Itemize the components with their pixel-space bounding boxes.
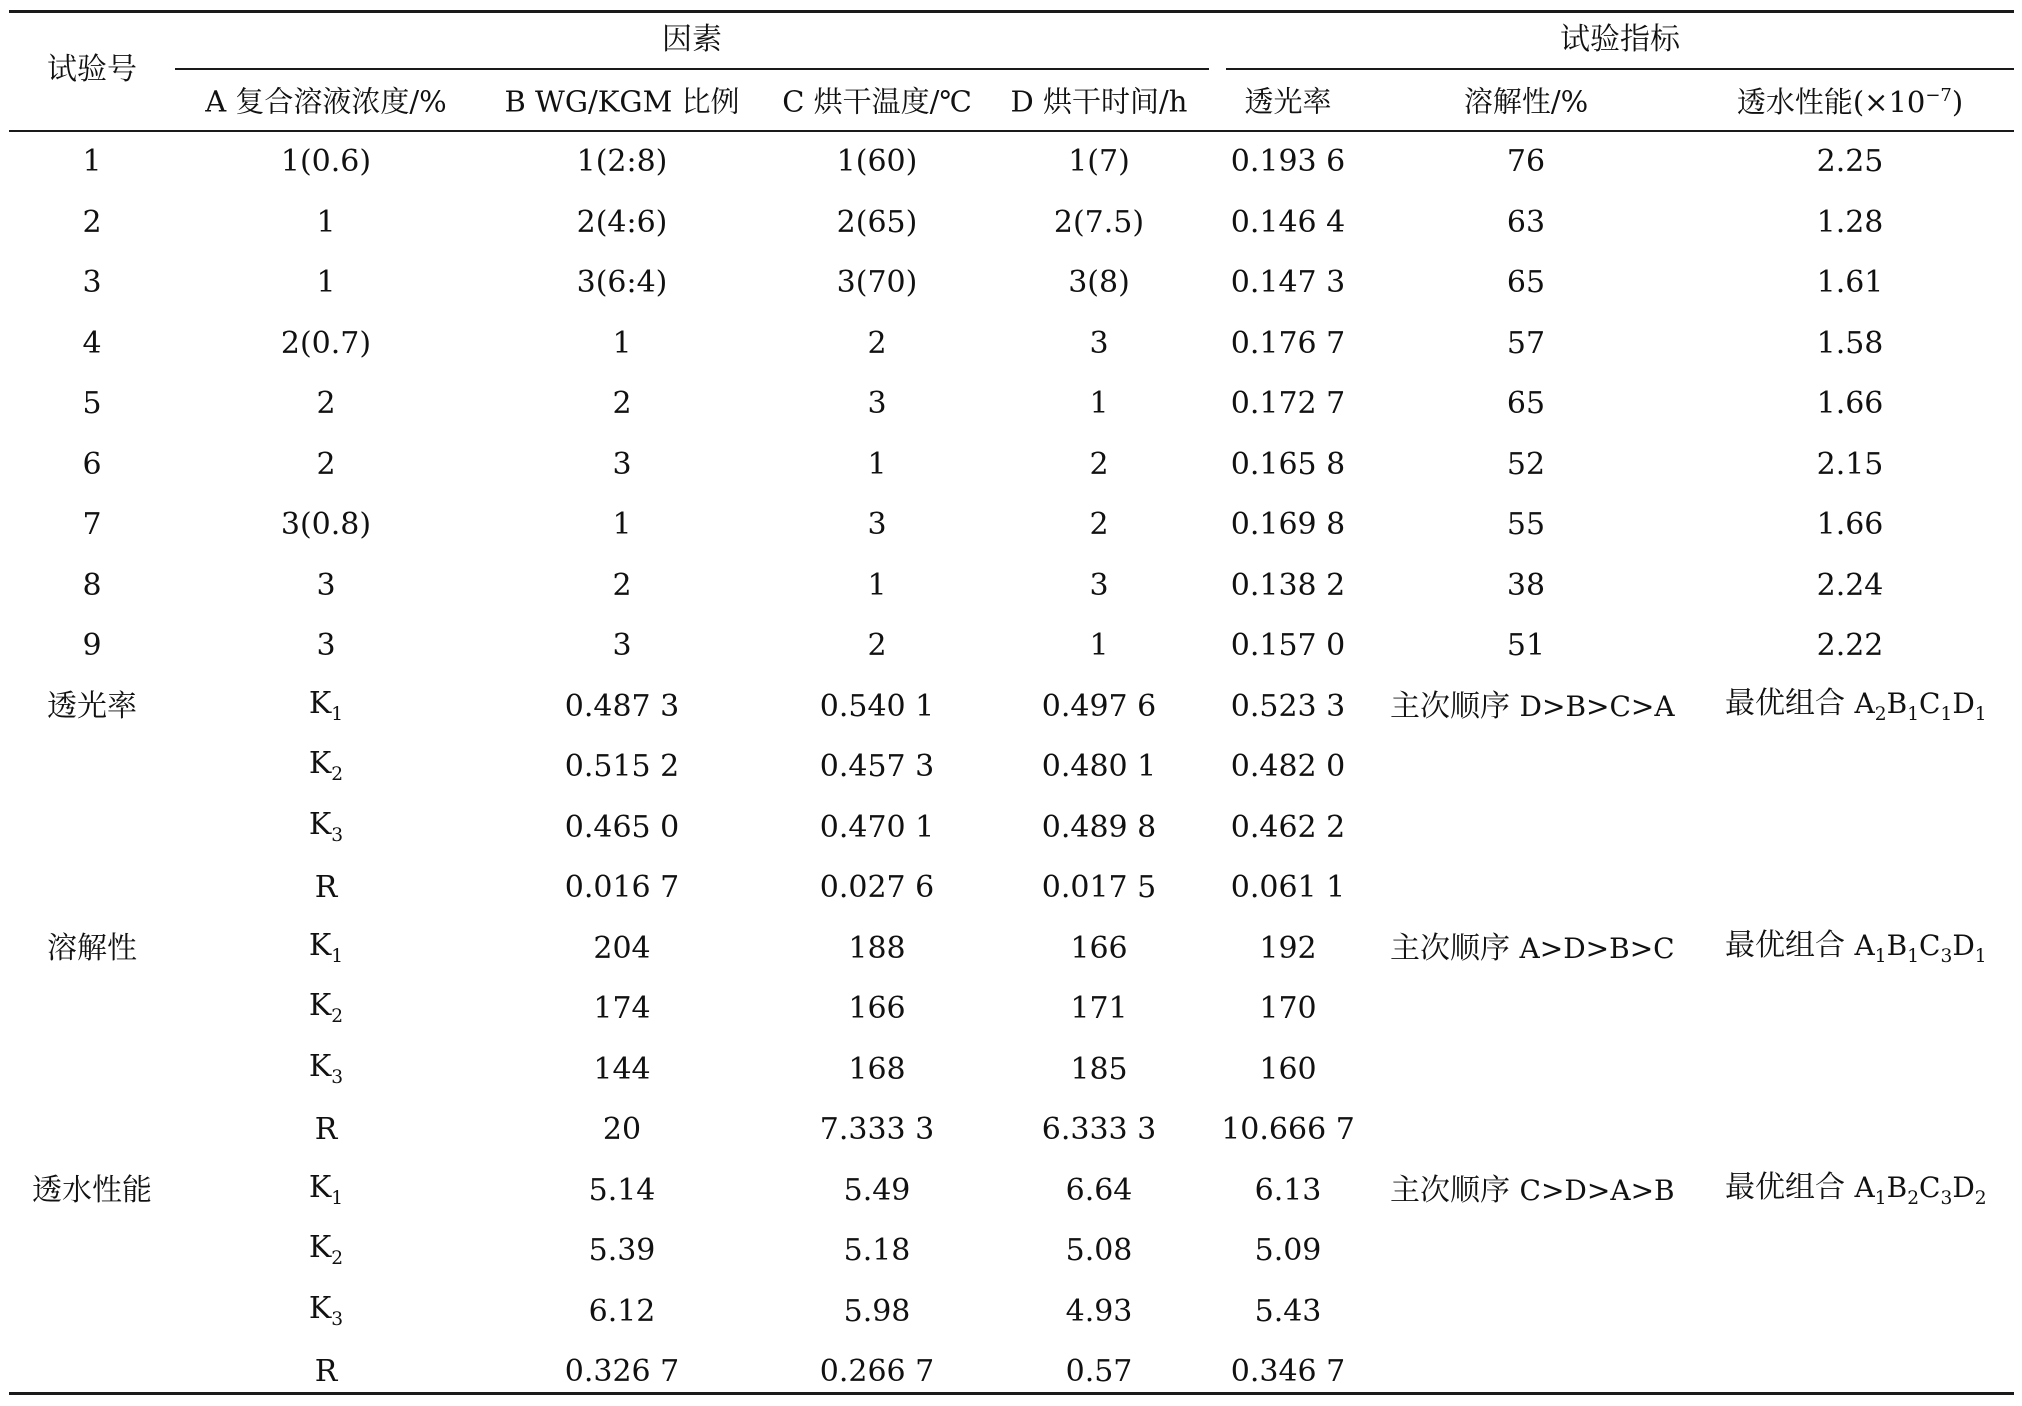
table-cell: 5.09 (1254, 1233, 1322, 1268)
table-cell: 0.346 7 (1230, 1354, 1346, 1389)
header-col-c: C 烘干温度/℃ (782, 84, 972, 119)
table-cell: 0.515 2 (564, 749, 680, 784)
table-cell: 1 (867, 446, 887, 482)
analysis-k-label: $K_1$ (308, 1169, 344, 1209)
trial-number: 2 (82, 204, 102, 240)
trial-number: 9 (82, 628, 102, 663)
top-rule (9, 10, 2014, 13)
table-cell: 5.43 (1254, 1293, 1322, 1329)
optimal-combination: 最优组合 $A_2B_1C_1D_1$ (1725, 685, 1987, 725)
table-cell: 3(70) (836, 265, 918, 300)
table-cell: 2 (612, 567, 632, 603)
table-cell: 0.147 3 (1230, 265, 1346, 300)
table-cell: 1 (867, 567, 887, 603)
table-cell: 1.61 (1816, 265, 1884, 300)
table-cell: 0.165 8 (1230, 446, 1346, 482)
trial-number: 6 (82, 446, 102, 482)
table-cell: 0.326 7 (564, 1354, 680, 1389)
trial-number: 1 (82, 144, 102, 179)
table-cell: 2(65) (836, 204, 918, 240)
table-cell: 2 (612, 386, 632, 421)
table-cell: 0.169 8 (1230, 507, 1346, 542)
table-cell: 185 (1070, 1051, 1128, 1087)
table-cell: 3 (1089, 567, 1109, 603)
table-cell: 0.482 0 (1230, 749, 1346, 784)
table-cell: 0.465 0 (564, 809, 680, 845)
table-cell: 0.138 2 (1230, 567, 1346, 603)
table-cell: 0.523 3 (1230, 688, 1346, 724)
table-cell: 52 (1506, 446, 1546, 482)
table-cell: 0.017 5 (1041, 870, 1157, 905)
table-cell: 7.333 3 (819, 1112, 935, 1147)
table-cell: 2(7.5) (1053, 204, 1145, 240)
table-cell: 192 (1259, 930, 1317, 966)
analysis-k-label: $K_1$ (308, 685, 344, 725)
optimal-combination: 最优组合 $A_1B_1C_3D_1$ (1725, 927, 1987, 967)
header-trial-no: 试验号 (47, 52, 137, 87)
table-cell: 5.08 (1065, 1233, 1133, 1268)
table-cell: 3 (612, 446, 632, 482)
table-cell: 76 (1506, 144, 1546, 179)
table-cell: 4.93 (1065, 1293, 1133, 1329)
table-cell: 63 (1506, 204, 1546, 240)
table-cell: 160 (1259, 1051, 1317, 1087)
analysis-index-label: 透水性能 (32, 1172, 152, 1208)
table-cell: 3 (316, 567, 336, 603)
trial-number: 4 (82, 325, 102, 361)
table-cell: 3 (1089, 325, 1109, 361)
table-cell: 5.39 (588, 1233, 656, 1268)
header-col-solubility: 溶解性/% (1463, 84, 1589, 119)
header-col-a: A 复合溶液浓度/% (205, 84, 447, 119)
analysis-k-label: $K_3$ (308, 1290, 344, 1330)
analysis-k-label: $K_3$ (308, 806, 344, 846)
table-cell: 2.22 (1816, 628, 1884, 663)
analysis-k-label: R (314, 870, 338, 905)
analysis-index-label: 透光率 (47, 688, 137, 724)
table-cell: 1.66 (1816, 386, 1884, 421)
table-cell: 1(0.6) (280, 144, 372, 179)
analysis-k-label: $K_2$ (308, 1230, 344, 1270)
analysis-k-label: $K_2$ (308, 988, 344, 1028)
table-cell: 3 (867, 386, 887, 421)
table-cell: 6.333 3 (1041, 1112, 1157, 1147)
table-cell: 3 (867, 507, 887, 542)
table-cell: 55 (1506, 507, 1546, 542)
header-col-b: B WG/KGM 比例 (504, 84, 740, 119)
analysis-index-label: 溶解性 (47, 930, 137, 966)
table-cell: 2 (867, 325, 887, 361)
table-cell: 1 (612, 507, 632, 542)
indices-group-rule (1226, 68, 2014, 70)
table-cell: 1(7) (1068, 144, 1130, 179)
table-cell: 2 (867, 628, 887, 663)
importance-order: 主次顺序 A>D>B>C (1390, 930, 1675, 966)
table-cell: 0.457 3 (819, 749, 935, 784)
table-cell: 0.489 8 (1041, 809, 1157, 845)
table-cell: 1 (316, 204, 336, 240)
table-cell: 188 (848, 930, 906, 966)
table-cell: 0.487 3 (564, 688, 680, 724)
table-cell: 3(6:4) (576, 265, 668, 300)
trial-number: 3 (82, 265, 102, 300)
analysis-k-label: R (314, 1354, 338, 1389)
header-factors-group: 因素 (662, 22, 722, 57)
analysis-k-label: $K_1$ (308, 927, 344, 967)
header-rule (9, 130, 2014, 132)
optimal-combination: 最优组合 $A_1B_2C_3D_2$ (1725, 1169, 1987, 1209)
table-cell: 0.266 7 (819, 1354, 935, 1389)
table-cell: 3(0.8) (280, 507, 372, 542)
table-cell: 57 (1506, 325, 1546, 361)
table-cell: 2 (1089, 507, 1109, 542)
table-cell: 6.64 (1065, 1172, 1133, 1208)
table-cell: 0.176 7 (1230, 325, 1346, 361)
table-cell: 6.12 (588, 1293, 656, 1329)
table-cell: 38 (1506, 567, 1546, 603)
table-cell: 0.470 1 (819, 809, 935, 845)
trial-number: 7 (82, 507, 102, 542)
table-cell: 2(0.7) (280, 325, 372, 361)
table-cell: 5.14 (588, 1172, 656, 1208)
table-cell: 3 (612, 628, 632, 663)
table-cell: 0.157 0 (1230, 628, 1346, 663)
table-cell: 2 (316, 386, 336, 421)
table-cell: 3(8) (1068, 265, 1130, 300)
table-cell: 1(2:8) (576, 144, 668, 179)
analysis-k-label: $K_2$ (308, 746, 344, 786)
table-cell: 1 (612, 325, 632, 361)
table-cell: 166 (1070, 930, 1128, 966)
trial-number: 8 (82, 567, 102, 603)
table-cell: 204 (593, 930, 651, 966)
table-cell: 1 (1089, 386, 1109, 421)
table-cell: 1 (1089, 628, 1109, 663)
table-cell: 10.666 7 (1221, 1112, 1355, 1147)
table-cell: 5.98 (843, 1293, 911, 1329)
bottom-rule (9, 1392, 2014, 1395)
table-cell: 5.49 (843, 1172, 911, 1208)
table-cell: 0.540 1 (819, 688, 935, 724)
table-cell: 6.13 (1254, 1172, 1322, 1208)
table-cell: 171 (1070, 991, 1128, 1026)
table-cell: 2.24 (1816, 567, 1884, 603)
header-col-permeability: 透水性能$(\times 10^{-7})$ (1736, 84, 1964, 119)
table-cell: 0.027 6 (819, 870, 935, 905)
table-cell: 144 (593, 1051, 651, 1087)
table-cell: 2 (1089, 446, 1109, 482)
analysis-k-label: R (314, 1112, 338, 1147)
table-cell: 170 (1259, 991, 1317, 1026)
table-cell: 5.18 (843, 1233, 911, 1268)
importance-order: 主次顺序 C>D>A>B (1390, 1172, 1675, 1208)
table-cell: 1.66 (1816, 507, 1884, 542)
table-cell: 1 (316, 265, 336, 300)
table-cell: 0.462 2 (1230, 809, 1346, 845)
table-cell: 2(4:6) (576, 204, 668, 240)
table-cell: 174 (593, 991, 651, 1026)
table-cell: 0.57 (1065, 1354, 1133, 1389)
table-cell: 65 (1506, 265, 1546, 300)
table-cell: 168 (848, 1051, 906, 1087)
table-cell: 0.172 7 (1230, 386, 1346, 421)
table-cell: 1(60) (836, 144, 918, 179)
table-cell: 0.497 6 (1041, 688, 1157, 724)
trial-number: 5 (82, 386, 102, 421)
table-cell: 51 (1506, 628, 1546, 663)
analysis-k-label: $K_3$ (308, 1048, 344, 1088)
table-cell: 0.146 4 (1230, 204, 1346, 240)
table-cell: 166 (848, 991, 906, 1026)
importance-order: 主次顺序 D>B>C>A (1390, 688, 1675, 724)
table-cell: 0.480 1 (1041, 749, 1157, 784)
table-cell: 0.193 6 (1230, 144, 1346, 179)
table-cell: 1.58 (1816, 325, 1884, 361)
table-cell: 2.25 (1816, 144, 1884, 179)
header-indices-group: 试验指标 (1560, 22, 1680, 57)
header-col-transmittance: 透光率 (1244, 84, 1332, 119)
table-cell: 2 (316, 446, 336, 482)
table-cell: 3 (316, 628, 336, 663)
table-cell: 2.15 (1816, 446, 1884, 482)
table-cell: 0.061 1 (1230, 870, 1346, 905)
table-cell: 0.016 7 (564, 870, 680, 905)
header-col-d: D 烘干时间/h (1010, 84, 1188, 119)
table-cell: 1.28 (1816, 204, 1884, 240)
table-cell: 20 (602, 1112, 642, 1147)
factors-group-rule (175, 68, 1209, 70)
table-cell: 65 (1506, 386, 1546, 421)
